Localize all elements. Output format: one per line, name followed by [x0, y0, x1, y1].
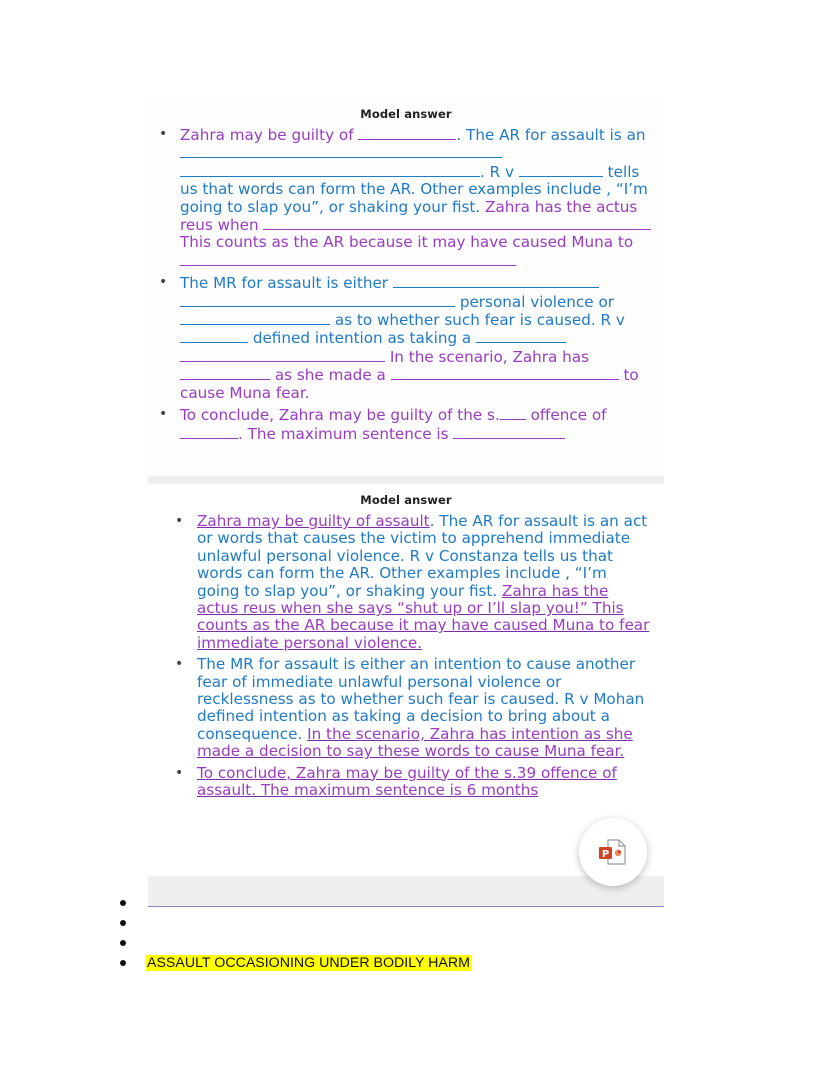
bullet-icon	[120, 900, 126, 906]
answer-text: Zahra may be guilty of	[180, 126, 359, 144]
fill-in-blank	[180, 311, 330, 325]
answer-text: as she made a	[270, 366, 391, 385]
fill-in-blank	[519, 163, 603, 177]
bullet-icon	[120, 960, 126, 966]
fill-in-blank	[180, 144, 502, 158]
svg-text:P: P	[601, 849, 610, 860]
document-bullet	[118, 913, 471, 933]
bullet-icon: •	[159, 406, 168, 423]
fill-in-blank	[393, 274, 599, 288]
answer-text: . The AR for assault is an act or words that causes the victim to apprehend immediate unlawful personal violence. R v Constanza tells us that words can form the AR. Other examples include , “I’m going to slap you”, or shaking your fist.	[197, 512, 648, 600]
answer-text: In the scenario, Zahra has intention as she made a decision to say these words to cause Muna fear.	[197, 724, 633, 761]
fill-in-blank	[180, 425, 238, 439]
fill-in-blank	[476, 329, 566, 343]
answer-text: defined intention as taking a	[248, 329, 477, 348]
answer-text: Zahra may be guilty of assault	[197, 512, 430, 530]
answer-text: to cause Muna fear.	[180, 366, 639, 402]
bullet-icon: •	[175, 513, 184, 529]
answer-text: To conclude, Zahra may be guilty of the s.39 offence of assault. The maximum sentence is 6 months	[197, 763, 617, 800]
answer-text: . The maximum sentence is	[238, 424, 454, 443]
answer-list-filled	[148, 513, 664, 800]
highlighted-heading: ASSAULT OCCASIONING UNDER BODILY HARM	[147, 955, 470, 971]
answer-bullet	[175, 763, 650, 800]
fill-in-blank	[180, 252, 304, 266]
fill-in-blank	[304, 252, 516, 266]
document-bullet	[118, 893, 471, 913]
answer-text: personal violence or	[455, 292, 614, 311]
answer-bullet	[159, 126, 660, 270]
model-answer-filled-image	[148, 484, 664, 876]
bullet-icon: •	[175, 764, 184, 781]
answer-text: The MR for assault is either	[180, 274, 393, 293]
powerpoint-file-icon	[597, 838, 627, 866]
answer-text: offence of	[525, 406, 607, 425]
bullet-icon: •	[159, 274, 168, 291]
answer-bullet	[159, 274, 660, 402]
open-in-powerpoint-button[interactable]	[579, 818, 647, 886]
answer-text: In the scenario, Zahra has	[385, 347, 590, 366]
answer-bullet	[175, 512, 650, 652]
fill-in-blank	[358, 126, 456, 140]
fill-in-blank	[180, 293, 455, 307]
answer-text: To conclude, Zahra may be guilty of the s.	[180, 406, 500, 425]
fill-in-blank	[391, 366, 619, 380]
bullet-icon	[120, 920, 126, 926]
model-answer-blank-image	[148, 98, 664, 476]
document-bullet	[118, 933, 471, 953]
fill-in-blank	[443, 216, 651, 230]
fill-in-blank	[453, 425, 565, 439]
document-bullet	[118, 953, 471, 973]
answer-text: tells us that words can form the AR. Other examples include , “I’m going to slap you”, or shaking your fist.	[180, 162, 648, 216]
panel-title: Model answer	[360, 107, 452, 121]
answer-list-blanks	[148, 126, 664, 443]
answer-text: . R v	[480, 162, 519, 181]
bullet-icon: •	[159, 126, 168, 142]
fill-in-blank	[180, 366, 270, 380]
answer-text: . The AR for assault is an	[456, 126, 646, 144]
answer-text: Zahra has the actus reus when	[180, 197, 638, 235]
answer-bullet	[175, 655, 650, 761]
fill-in-blank	[263, 216, 443, 230]
bullet-icon: •	[175, 656, 184, 673]
answer-text: Zahra has the actus reus when she says “shut up or I’ll slap you!” This counts as the AR because it may have caused Muna to fear immediate personal violence.	[197, 581, 650, 652]
fill-in-blank	[500, 406, 526, 420]
fill-in-blank	[180, 348, 385, 362]
answer-bullet	[159, 406, 660, 443]
panel-title: Model answer	[360, 493, 452, 507]
image-separator	[148, 476, 664, 484]
fill-in-blank	[180, 163, 480, 177]
bullet-icon	[120, 940, 126, 946]
answer-text: This counts as the AR because it may have caused Muna to	[180, 233, 634, 252]
document-bullet-list	[118, 893, 471, 973]
fill-in-blank	[180, 329, 248, 343]
answer-text: The MR for assault is either an intention to cause another fear of immediate unlawful personal violence or recklessness as to whether such fear is caused. R v Mohan defined intention as taking a decision to bring about a consequence.	[197, 655, 645, 743]
answer-text: as to whether such fear is caused. R v	[330, 311, 625, 330]
